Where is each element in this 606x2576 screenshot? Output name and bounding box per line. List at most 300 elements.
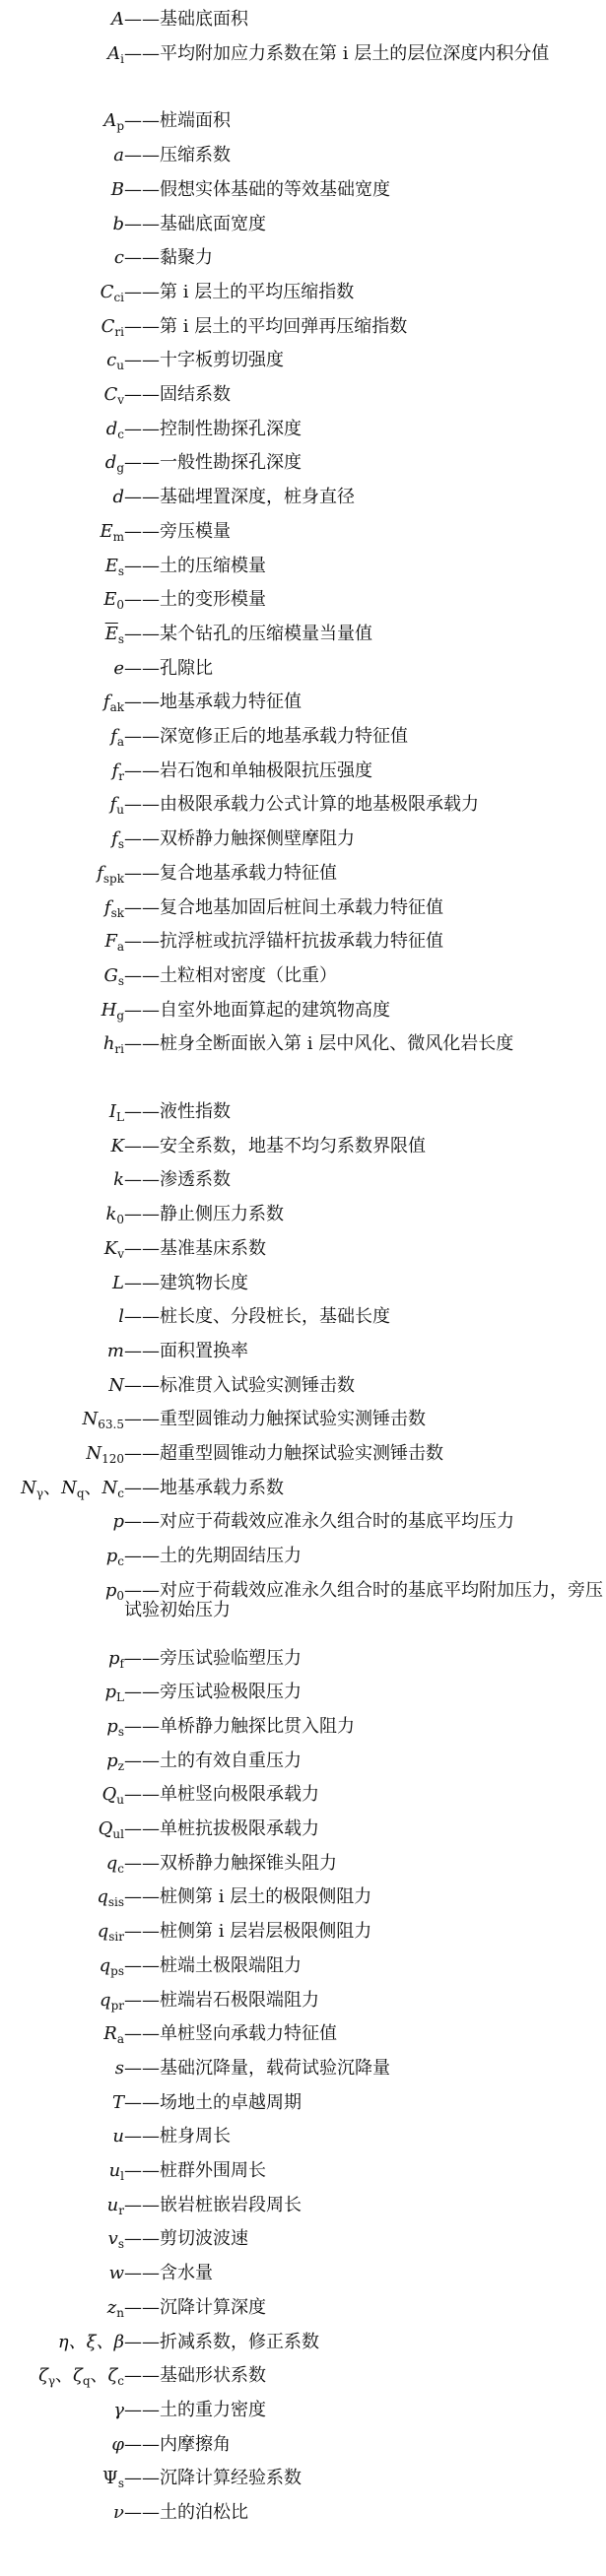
symbol-description bbox=[124, 1751, 606, 1771]
symbol bbox=[102, 1033, 124, 1057]
symbol-text: R bbox=[103, 2023, 117, 2045]
description-text: 单桩抗拔极限承载力 bbox=[160, 1818, 319, 1839]
symbol bbox=[100, 1991, 124, 2011]
symbol-description bbox=[124, 2024, 606, 2044]
symbol-text: K bbox=[110, 1135, 124, 1156]
symbol-description bbox=[124, 2366, 606, 2386]
description-text: 基础形状系数 bbox=[160, 2365, 266, 2387]
symbol-description bbox=[124, 1170, 606, 1190]
description-text: 压缩系数 bbox=[160, 145, 231, 166]
symbol-subscript: γ bbox=[35, 1486, 44, 1500]
description-text: 内摩擦角 bbox=[160, 2433, 231, 2455]
description-text: 重型圆锥动力触探试验实测锤击数 bbox=[160, 1409, 426, 1430]
description-text: 渗透系数 bbox=[160, 1169, 231, 1191]
symbol bbox=[104, 1239, 124, 1259]
symbol-description bbox=[124, 385, 606, 405]
em-dash: —— bbox=[124, 623, 160, 644]
em-dash: —— bbox=[124, 692, 160, 713]
symbol-subscript: 63.5 bbox=[98, 1418, 124, 1432]
em-dash: —— bbox=[124, 1954, 160, 1976]
description-text: 第 i 层土的平均回弹再压缩指数 bbox=[160, 315, 408, 337]
symbol-description bbox=[124, 1922, 606, 1942]
symbol-description bbox=[124, 2298, 606, 2318]
symbol bbox=[102, 2468, 124, 2491]
symbol bbox=[107, 2228, 124, 2252]
symbol-description bbox=[124, 1307, 606, 1327]
symbol bbox=[109, 2264, 124, 2283]
symbol-text: H bbox=[101, 999, 117, 1021]
description-text: 桩身全断面嵌入第 i 层中风化、微风化岩长度 bbox=[160, 1033, 514, 1055]
symbol-text: d bbox=[105, 418, 118, 439]
symbol bbox=[109, 1102, 124, 1122]
description-text: 沉降计算经验系数 bbox=[160, 2468, 302, 2489]
symbol-text: Ψ bbox=[102, 2468, 118, 2489]
symbol-text: v bbox=[107, 2228, 118, 2250]
symbol-description bbox=[124, 829, 606, 849]
em-dash: —— bbox=[124, 2194, 160, 2215]
description-text: 土的先期固结压力 bbox=[160, 1546, 302, 1567]
symbol-subscript: γ bbox=[47, 2374, 56, 2389]
description-text: 基础埋置深度，桩身直径 bbox=[160, 487, 355, 508]
description-text: 基础沉降量，载荷试验沉降量 bbox=[160, 2057, 390, 2079]
symbol-text: k bbox=[113, 1169, 124, 1191]
symbol-text: p bbox=[104, 1682, 117, 1703]
symbol bbox=[113, 146, 124, 165]
description-text: 安全系数，地基不均匀系数界限值 bbox=[160, 1135, 426, 1156]
symbol-text: p bbox=[106, 1715, 118, 1737]
symbol-description bbox=[124, 1991, 606, 2011]
symbol bbox=[107, 2298, 124, 2318]
description-text: 单桥静力触探比贯入阻力 bbox=[160, 1715, 355, 1737]
symbol-text: f bbox=[97, 862, 103, 884]
symbol-text: E bbox=[104, 555, 118, 576]
em-dash: —— bbox=[124, 2091, 160, 2113]
description-text: 由极限承载力公式计算的地基极限承载力 bbox=[160, 794, 479, 816]
symbol bbox=[108, 1649, 124, 1669]
symbol bbox=[112, 1512, 124, 1532]
symbol-text: Q bbox=[98, 1818, 113, 1839]
symbol-text: q bbox=[100, 1989, 111, 2011]
symbol-subscript: u bbox=[116, 359, 124, 373]
symbol bbox=[115, 2059, 124, 2079]
symbol-description bbox=[124, 351, 606, 370]
description-text: 旁压试验临塑压力 bbox=[160, 1647, 302, 1669]
description-text: 标准贯入试验实测锤击数 bbox=[160, 1374, 355, 1396]
symbol bbox=[112, 488, 124, 507]
symbol-text: f bbox=[111, 828, 118, 850]
symbol bbox=[112, 2093, 124, 2113]
em-dash: —— bbox=[124, 1409, 160, 1430]
symbol-text: d bbox=[112, 487, 124, 508]
em-dash: —— bbox=[124, 999, 160, 1021]
symbol-text: C bbox=[103, 384, 118, 405]
symbol-description bbox=[124, 590, 606, 610]
symbol bbox=[105, 1204, 124, 1227]
symbol bbox=[107, 44, 124, 64]
symbol bbox=[105, 1581, 124, 1601]
symbol-text: p bbox=[112, 1511, 124, 1533]
description-text: 剪切波波速 bbox=[160, 2228, 248, 2250]
description-text: 深宽修正后的地基承载力特征值 bbox=[160, 726, 408, 747]
symbol-text: Q bbox=[101, 1784, 117, 1806]
symbol-text: ζ bbox=[38, 2365, 48, 2387]
symbol-text: p bbox=[104, 1579, 117, 1601]
symbol-text: q bbox=[97, 1921, 109, 1943]
em-dash: —— bbox=[124, 2057, 160, 2079]
description-text: 基准基床系数 bbox=[160, 1237, 266, 1259]
symbol-text: I bbox=[108, 1101, 117, 1122]
em-dash: —— bbox=[124, 1374, 160, 1396]
em-dash: —— bbox=[124, 42, 160, 64]
symbol-text: q bbox=[97, 1886, 108, 1908]
symbol-subscript: a bbox=[116, 940, 124, 955]
symbol bbox=[104, 452, 124, 476]
symbol bbox=[109, 2161, 124, 2181]
symbol-description bbox=[124, 1581, 606, 1620]
symbol-text: p bbox=[105, 1546, 118, 1567]
em-dash: —— bbox=[124, 2502, 160, 2523]
em-dash: —— bbox=[124, 2126, 160, 2147]
symbol bbox=[112, 2127, 124, 2147]
em-dash: —— bbox=[124, 1306, 160, 1328]
symbol-description bbox=[124, 693, 606, 712]
em-dash: —— bbox=[124, 1477, 160, 1498]
symbol bbox=[103, 110, 124, 134]
em-dash: —— bbox=[124, 452, 160, 474]
symbol bbox=[104, 898, 124, 918]
symbol-text: u bbox=[112, 2126, 124, 2147]
symbol-description bbox=[124, 44, 606, 64]
symbol bbox=[105, 625, 124, 644]
symbol-subscript: a bbox=[116, 2032, 124, 2047]
em-dash: —— bbox=[124, 1886, 160, 1908]
symbol bbox=[106, 350, 124, 373]
symbol-subscript: 0 bbox=[116, 598, 124, 613]
symbol-description bbox=[124, 966, 606, 986]
symbol-description bbox=[124, 557, 606, 576]
symbol bbox=[106, 1854, 124, 1874]
symbol: $\zeta_\gamma$、$\zeta_q$、$\zeta_c$ bbox=[38, 2365, 124, 2389]
description-text: 十字板剪切强度 bbox=[160, 350, 284, 371]
description-text: 旁压试验极限压力 bbox=[160, 1682, 302, 1703]
symbol bbox=[101, 283, 124, 302]
em-dash: —— bbox=[124, 1546, 160, 1567]
symbol-text: f bbox=[110, 726, 117, 747]
symbol-text: p bbox=[106, 1750, 118, 1771]
em-dash: —— bbox=[124, 1715, 160, 1737]
symbol-description bbox=[124, 488, 606, 507]
description-text: 对应于荷载效应准永久组合时的基底平均附加压力，旁压试验初始压力 bbox=[124, 1579, 603, 1620]
description-text: 固结系数 bbox=[160, 384, 231, 405]
symbol-text: f bbox=[103, 896, 111, 918]
em-dash: —— bbox=[124, 2296, 160, 2318]
symbol-description bbox=[124, 1649, 606, 1669]
symbol-description bbox=[124, 1479, 606, 1498]
symbol-subscript: L bbox=[116, 1690, 124, 1705]
em-dash: —— bbox=[124, 2468, 160, 2489]
description-text: 岩石饱和单轴极限抗压强度 bbox=[160, 760, 372, 781]
em-dash: —— bbox=[124, 350, 160, 371]
description-text: 土粒相对密度（比重） bbox=[160, 964, 337, 986]
em-dash: —— bbox=[124, 1852, 160, 1874]
description-text: 桩身周长 bbox=[160, 2126, 231, 2147]
em-dash: —— bbox=[124, 931, 160, 953]
em-dash: —— bbox=[124, 487, 160, 508]
em-dash: —— bbox=[124, 2160, 160, 2181]
em-dash: —— bbox=[124, 1784, 160, 1806]
description-text: 复合地基加固后桩间土承载力特征值 bbox=[160, 896, 443, 918]
symbol-description bbox=[124, 625, 606, 644]
em-dash: —— bbox=[124, 9, 160, 30]
symbol-description bbox=[124, 2503, 606, 2523]
symbol-subscript: g bbox=[116, 461, 124, 476]
em-dash: —— bbox=[124, 2263, 160, 2284]
symbol bbox=[97, 864, 124, 884]
symbol bbox=[108, 1376, 124, 1396]
symbol-text: l bbox=[118, 1306, 124, 1328]
symbol-text: N bbox=[86, 1443, 102, 1464]
symbol-text: C bbox=[101, 315, 115, 337]
description-text: 桩长度、分段桩长，基础长度 bbox=[160, 1306, 390, 1328]
symbol bbox=[111, 180, 124, 200]
symbol-text: N bbox=[21, 1477, 36, 1498]
symbol bbox=[111, 2435, 124, 2455]
symbol-text: γ bbox=[113, 2399, 124, 2420]
symbol-subscript: s bbox=[117, 2237, 124, 2252]
em-dash: —— bbox=[124, 589, 160, 611]
description-text: 土的重力密度 bbox=[160, 2399, 266, 2420]
symbol-text: f bbox=[109, 794, 117, 816]
em-dash: —— bbox=[124, 2023, 160, 2045]
description-text: 折减系数，修正系数 bbox=[160, 2331, 319, 2352]
em-dash: —— bbox=[124, 178, 160, 200]
symbol bbox=[103, 966, 124, 986]
symbol-description bbox=[124, 864, 606, 884]
em-dash: —— bbox=[124, 1511, 160, 1533]
symbol-description bbox=[124, 727, 606, 747]
description-text: 建筑物长度 bbox=[160, 1272, 248, 1293]
symbol-text: q bbox=[105, 1852, 118, 1874]
description-text: 桩端土极限端阻力 bbox=[160, 1954, 302, 1976]
symbol-description bbox=[124, 2435, 606, 2455]
symbol bbox=[97, 1886, 124, 1910]
symbol-description bbox=[124, 1205, 606, 1224]
symbol bbox=[104, 1682, 125, 1705]
symbol-subscript: s bbox=[117, 973, 124, 988]
symbol-description bbox=[124, 659, 606, 679]
description-text: 双桥静力触探侧壁摩阻力 bbox=[160, 828, 355, 850]
symbol-subscript: ul bbox=[112, 1827, 124, 1841]
symbol-extra: $N_q$ bbox=[61, 1477, 85, 1500]
symbol-description bbox=[124, 1137, 606, 1156]
description-text: 土的有效自重压力 bbox=[160, 1750, 302, 1771]
symbol-text: N bbox=[108, 1374, 124, 1396]
em-dash: —— bbox=[124, 862, 160, 884]
symbol-text: K bbox=[103, 1237, 118, 1259]
symbol-subscript: s bbox=[117, 837, 124, 852]
symbol bbox=[106, 1717, 124, 1737]
description-text: 地基承载力系数 bbox=[160, 1477, 284, 1498]
description-text: 基础底面积 bbox=[160, 9, 248, 30]
symbol-text: N bbox=[82, 1409, 99, 1430]
symbol-text: G bbox=[103, 964, 118, 986]
symbol bbox=[101, 1784, 125, 1808]
description-text: 静止侧压力系数 bbox=[160, 1204, 284, 1225]
description-text: 桩群外围周长 bbox=[160, 2160, 266, 2181]
symbol bbox=[103, 2023, 124, 2047]
description-text: 桩端面积 bbox=[160, 110, 231, 132]
description-text: 某个钻孔的压缩模量当量值 bbox=[160, 623, 372, 644]
symbol-subscript: s bbox=[117, 1724, 124, 1739]
symbol-text: k bbox=[105, 1204, 117, 1225]
description-text: 含水量 bbox=[160, 2263, 213, 2284]
symbol-description bbox=[124, 1102, 606, 1122]
symbol bbox=[101, 1001, 124, 1021]
symbol-description bbox=[124, 2401, 606, 2420]
em-dash: —— bbox=[124, 1818, 160, 1839]
symbol-text: C bbox=[100, 281, 114, 302]
symbol-subscript: r bbox=[118, 2203, 124, 2217]
symbol-subscript: u bbox=[116, 1793, 124, 1808]
symbol-description bbox=[124, 761, 606, 781]
symbol-description bbox=[124, 1547, 606, 1566]
description-text: 超重型圆锥动力触探试验实测锤击数 bbox=[160, 1443, 443, 1464]
symbol-text: d bbox=[104, 452, 117, 474]
symbol-subscript: ps bbox=[110, 1963, 124, 1978]
description-text: 嵌岩桩嵌岩段周长 bbox=[160, 2194, 302, 2215]
em-dash: —— bbox=[124, 2433, 160, 2455]
symbol bbox=[100, 522, 124, 542]
symbol-description bbox=[124, 1956, 606, 1976]
symbol-subscript: g bbox=[116, 1008, 124, 1023]
em-dash: —— bbox=[124, 657, 160, 679]
symbol-description bbox=[124, 1342, 606, 1361]
symbol-text: E bbox=[103, 589, 117, 611]
symbol-text: s bbox=[114, 2057, 124, 2079]
symbol-description bbox=[124, 2264, 606, 2283]
symbol-description bbox=[124, 283, 606, 302]
symbol-description bbox=[124, 1785, 606, 1805]
em-dash: —— bbox=[124, 1647, 160, 1669]
symbol-subscript: sir bbox=[108, 1930, 124, 1945]
symbol-text: η、ξ、β bbox=[57, 2331, 124, 2352]
em-dash: —— bbox=[124, 247, 160, 269]
em-dash: —— bbox=[124, 1340, 160, 1361]
symbol-subscript: 120 bbox=[101, 1452, 124, 1466]
symbol-description bbox=[124, 1376, 606, 1396]
em-dash: —— bbox=[124, 315, 160, 337]
symbol-text: h bbox=[102, 1033, 115, 1055]
symbol-subscript: s bbox=[117, 631, 124, 646]
em-dash: —— bbox=[124, 1443, 160, 1464]
symbol-description bbox=[124, 1001, 606, 1021]
symbol-text: A bbox=[107, 42, 121, 64]
description-text: 地基承载力特征值 bbox=[160, 692, 302, 713]
symbol-description bbox=[124, 2196, 606, 2215]
symbol bbox=[113, 659, 124, 679]
symbol-description bbox=[124, 453, 606, 473]
em-dash: —— bbox=[124, 1989, 160, 2011]
symbol-subscript: 0 bbox=[116, 1588, 124, 1603]
symbol-extra: $\zeta_q$ bbox=[73, 2365, 91, 2389]
symbol bbox=[82, 1409, 124, 1432]
symbol-text: u bbox=[108, 2160, 121, 2181]
em-dash: —— bbox=[124, 281, 160, 302]
symbol-extra: $N_c$ bbox=[101, 1477, 124, 1500]
symbol-description bbox=[124, 1854, 606, 1874]
description-text: 单桩竖向极限承载力 bbox=[160, 1784, 319, 1806]
symbol-description bbox=[124, 1887, 606, 1907]
symbol bbox=[106, 420, 124, 439]
symbol bbox=[113, 2401, 124, 2420]
symbol-text: E bbox=[100, 520, 113, 542]
symbol-text: u bbox=[106, 2194, 119, 2215]
symbol-text: a bbox=[113, 145, 124, 166]
em-dash: —— bbox=[124, 1169, 160, 1191]
symbol-description bbox=[124, 1239, 606, 1259]
description-text: 土的压缩模量 bbox=[160, 555, 266, 576]
symbol-description bbox=[124, 2093, 606, 2113]
description-text: 双桥静力触探锥头阻力 bbox=[160, 1852, 337, 1874]
em-dash: —— bbox=[124, 1579, 160, 1601]
symbol-subscript: v bbox=[117, 1246, 124, 1261]
symbol-text: T bbox=[111, 2091, 124, 2113]
em-dash: —— bbox=[124, 828, 160, 850]
symbol-subscript: ak bbox=[109, 700, 124, 715]
symbol-text: $\overline{E}$ bbox=[104, 623, 118, 644]
symbol bbox=[107, 2196, 124, 2215]
symbol-description bbox=[124, 1274, 606, 1293]
symbol-text: L bbox=[112, 1272, 124, 1293]
em-dash: —— bbox=[124, 1272, 160, 1293]
symbol-text: w bbox=[108, 2263, 124, 2284]
symbol-description bbox=[124, 420, 606, 439]
symbol-text: f bbox=[102, 692, 110, 713]
symbol-subscript: s bbox=[117, 2477, 124, 2491]
symbol-subscript: ri bbox=[114, 1042, 124, 1057]
symbol-description bbox=[124, 111, 606, 131]
em-dash: —— bbox=[124, 555, 160, 576]
symbol-subscript: z bbox=[117, 1758, 124, 1773]
symbol-description bbox=[124, 1717, 606, 1737]
em-dash: —— bbox=[124, 2365, 160, 2387]
description-text: 平均附加应力系数在第 i 层土的层位深度内积分值 bbox=[160, 42, 550, 64]
description-text: 自室外地面算起的建筑物高度 bbox=[160, 999, 390, 1021]
description-text: 孔隙比 bbox=[160, 657, 213, 679]
symbol-description bbox=[124, 1819, 606, 1839]
description-text: 土的变形模量 bbox=[160, 589, 266, 611]
description-text: 假想实体基础的等效基础宽度 bbox=[160, 178, 390, 200]
symbol-subscript: p bbox=[116, 119, 124, 134]
symbol-subscript: pr bbox=[110, 1998, 124, 2013]
symbol bbox=[112, 215, 124, 234]
symbol bbox=[111, 1137, 124, 1156]
symbol: $N_\gamma$、$N_q$、$N_c$ bbox=[21, 1477, 124, 1500]
symbol-subscript: m bbox=[112, 529, 124, 544]
symbol-description bbox=[124, 2229, 606, 2249]
symbol-text: A bbox=[111, 9, 124, 30]
em-dash: —— bbox=[124, 145, 160, 166]
em-dash: —— bbox=[124, 2399, 160, 2420]
em-dash: —— bbox=[124, 794, 160, 816]
symbol-text: B bbox=[110, 178, 124, 200]
symbol-subscript: ci bbox=[113, 290, 124, 304]
symbol-description bbox=[124, 1034, 606, 1054]
description-text: 第 i 层土的平均压缩指数 bbox=[160, 281, 355, 302]
description-text: 对应于荷载效应准永久组合时的基底平均压力 bbox=[160, 1511, 514, 1533]
symbol bbox=[103, 589, 124, 613]
symbol-description bbox=[124, 522, 606, 542]
